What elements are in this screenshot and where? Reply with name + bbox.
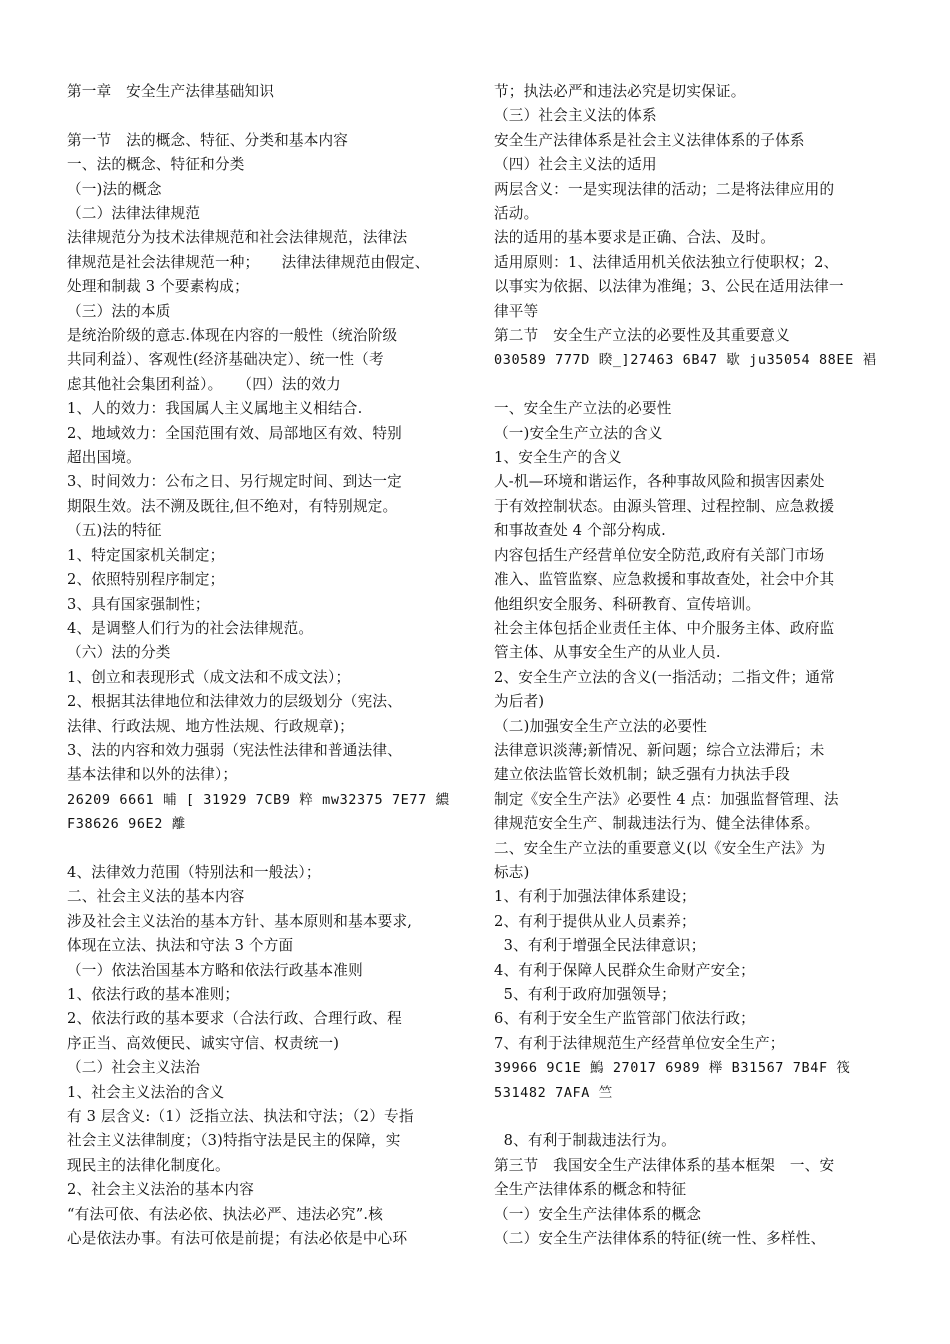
text-line: 体现在立法、执法和守法 3 个方面	[67, 937, 294, 955]
text-line: 律平等	[494, 302, 539, 320]
text-line: （一)法的概念	[67, 180, 162, 198]
text-line: 4、是调整人们行为的社会法律规范。	[67, 619, 314, 637]
text-line: （三）社会主义法的体系	[494, 107, 657, 125]
text-line: 7、有利于法律规范生产经营单位安全生产；	[494, 1034, 785, 1052]
text-line: 二、社会主义法的基本内容	[67, 888, 245, 906]
text-line: （三）法的本质	[67, 302, 171, 320]
text-line: 1、安全生产的含义	[494, 449, 622, 467]
text-line: 6、有利于安全生产监管部门依法行政；	[494, 1010, 755, 1028]
blank-line	[67, 837, 469, 861]
text-line: 管主体、从事安全生产的从业人员.	[494, 644, 721, 662]
text-line: 是统治阶级的意志.体现在内容的一般性（统治阶级	[67, 327, 398, 345]
blank-line	[494, 373, 886, 397]
text-line: 法律规范分为技术法律规范和社会法律规范，法律法	[67, 229, 408, 247]
text-line: 活动。	[494, 205, 539, 223]
text-line: 8、有利于制裁违法行为。	[494, 1132, 676, 1150]
text-line: 以事实为依据、以法律为准绳；3、公民在适用法律一	[494, 278, 844, 296]
left-column	[67, 80, 469, 1251]
text-line: （二）法律法律规范	[67, 205, 201, 223]
text-line: 两层含义：一是实现法律的活动；二是将法律应用的	[494, 180, 835, 198]
text-line: 法的适用的基本要求是正确、合法、及时。	[494, 229, 776, 247]
text-line: 共同利益）、客观性(经济基础决定）、统一性（考	[67, 351, 384, 369]
text-line: （一）安全生产法律体系的概念	[494, 1205, 702, 1223]
text-line: 第二节 安全生产立法的必要性及其重要意义	[494, 327, 790, 345]
text-line: 心是依法办事。有法可依是前提；有法必依是中心环	[67, 1230, 408, 1248]
text-line: 准入、监管监察、应急救援和事故查处，社会中介其	[494, 571, 835, 589]
code-line: 030589 777D 睽_]27463 6B47 歇 ju35054 88EE 裮	[494, 352, 877, 369]
text-line: 1、有利于加强法律体系建设；	[494, 888, 696, 906]
text-line: 2、依照特别程序制定；	[67, 571, 225, 589]
text-line: 2、依法行政的基本要求（合法行政、合理行政、程	[67, 1010, 402, 1028]
text-line: （六）法的分类	[67, 644, 171, 662]
code-line: 26209 6661 晡 [ 31929 7CB9 粹 mw32375 7E77 繷	[67, 791, 450, 808]
text-line: （二）社会主义法治	[67, 1059, 201, 1077]
text-line: 涉及社会主义法治的基本方针、基本原则和基本要求,	[67, 912, 413, 930]
text-line: 二、安全生产立法的重要意义(以《安全生产法》为	[494, 839, 826, 857]
text-line: 5、有利于政府加强领导；	[494, 986, 676, 1004]
text-line: 社会主义法律制度；（3)特指守法是民主的保障，实	[67, 1132, 401, 1150]
text-line: 安全生产法律体系是社会主义法律体系的子体系	[494, 131, 805, 149]
text-line: 他组织安全服务、科研教育、宣传培训。	[494, 595, 761, 613]
blank-line	[67, 104, 469, 128]
text-line: 一、安全生产立法的必要性	[494, 400, 672, 418]
text-line: 2、社会主义法治的基本内容	[67, 1181, 255, 1199]
text-line: 和事故查处 4 个部分构成.	[494, 522, 666, 540]
text-line: 全生产法律体系的概念和特征	[494, 1181, 687, 1199]
text-line: 1、创立和表现形式（成文法和不成文法）；	[67, 668, 351, 686]
text-line: 人-机—环境和谐运作，各种事故风险和损害因素处	[494, 473, 825, 491]
text-line: 虑其他社会集团利益）。 （四）法的效力	[67, 375, 341, 393]
text-line: 现民主的法律化制度化。	[67, 1156, 230, 1174]
text-line: 一、法的概念、特征和分类	[67, 156, 245, 174]
text-line: 3、法的内容和效力强弱（宪法性法律和普通法律、	[67, 741, 402, 759]
text-line: （二)加强安全生产立法的必要性	[494, 717, 708, 735]
text-line: 3、有利于增强全民法律意识；	[494, 937, 706, 955]
text-line: 法律意识淡薄;新情况、新问题；综合立法滞后；未	[494, 741, 825, 759]
code-line: 531482 7AFA 竺	[494, 1084, 613, 1101]
text-line: 1、特定国家机关制定；	[67, 546, 225, 564]
text-line: 第一节 法的概念、特征、分类和基本内容	[67, 131, 349, 149]
text-line: 2、根据其法律地位和法律效力的层级划分（宪法、	[67, 693, 402, 711]
text-line: 处理和制裁 3 个要素构成；	[67, 278, 249, 296]
text-line: 建立依法监管长效机制；缺乏强有力执法手段	[494, 766, 790, 784]
text-line: 为后者)	[494, 693, 545, 711]
text-line: 社会主体包括企业责任主体、中介服务主体、政府监	[494, 619, 835, 637]
text-line: 律规范是社会法律规范一种； 法律法律规范由假定、	[67, 253, 430, 271]
code-line: F38626 96E2 離	[67, 816, 186, 833]
text-line: 标志)	[494, 863, 530, 881]
text-line: 于有效控制状态。由源头管理、过程控制、应急救援	[494, 497, 835, 515]
text-line: 内容包括生产经营单位安全防范,政府有关部门市场	[494, 546, 825, 564]
text-line: 3、具有国家强制性；	[67, 595, 210, 613]
text-line: 1、人的效力：我国属人主义属地主义相结合.	[67, 400, 363, 418]
text-line: 4、法律效力范围（特别法和一般法）；	[67, 863, 321, 881]
text-line: 节；执法必严和违法必究是切实保证。	[494, 83, 746, 100]
text-line: 序正当、高效便民、诚实守信、权责统一)	[67, 1034, 340, 1052]
text-line: 2、有利于提供从业人员素养；	[494, 912, 696, 930]
text-line: 律规范安全生产、制裁违法行为、健全法律体系。	[494, 815, 820, 833]
text-line: 4、有利于保障人民群众生命财产安全；	[494, 961, 755, 979]
blank-line	[494, 1105, 886, 1129]
text-line: 期限生效。法不溯及既往,但不绝对，有特别规定。	[67, 497, 398, 515]
text-line: （一)安全生产立法的含义	[494, 424, 663, 442]
text-line: 1、依法行政的基本准则；	[67, 986, 240, 1003]
text-line: 2、地域效力：全国范围有效、局部地区有效、特别	[67, 424, 402, 442]
text-line: （二）安全生产法律体系的特征(统一性、多样性、	[494, 1230, 826, 1248]
text-line: 法律、行政法规、地方性法规、行政规章)；	[67, 717, 354, 735]
text-line: 第一章 安全生产法律基础知识	[67, 83, 275, 100]
text-line: 有 3 层含义:（1）泛指立法、执法和守法；（2）专指	[67, 1108, 414, 1126]
text-line: 制定《安全生产法》必要性 4 点：加强监督管理、法	[494, 790, 839, 808]
text-line: 第三节 我国安全生产法律体系的基本框架 一、安	[494, 1156, 835, 1174]
text-line: 1、社会主义法治的含义	[67, 1083, 225, 1101]
text-line: 适用原则：1、法律适用机关依法独立行使职权；2、	[494, 253, 839, 271]
code-line: 39966 9C1E 鰞 27017 6989 榉 B31567 7B4F 筏	[494, 1060, 851, 1077]
text-line: “有法可依、有法必依、执法必严、违法必究”.核	[67, 1205, 384, 1223]
text-line: 基本法律和以外的法律）；	[67, 766, 238, 784]
text-line: 超出国境。	[67, 449, 141, 467]
text-line: 3、时间效力：公布之日、另行规定时间、到达一定	[67, 473, 402, 491]
text-line: （四）社会主义法的适用	[494, 156, 657, 174]
text-line: （一）依法治国基本方略和依法行政基本准则	[67, 961, 363, 979]
text-line: 2、安全生产立法的含义(一指活动；二指文件；通常	[494, 668, 835, 686]
text-line: （五)法的特征	[67, 522, 162, 540]
right-column	[494, 80, 886, 1251]
